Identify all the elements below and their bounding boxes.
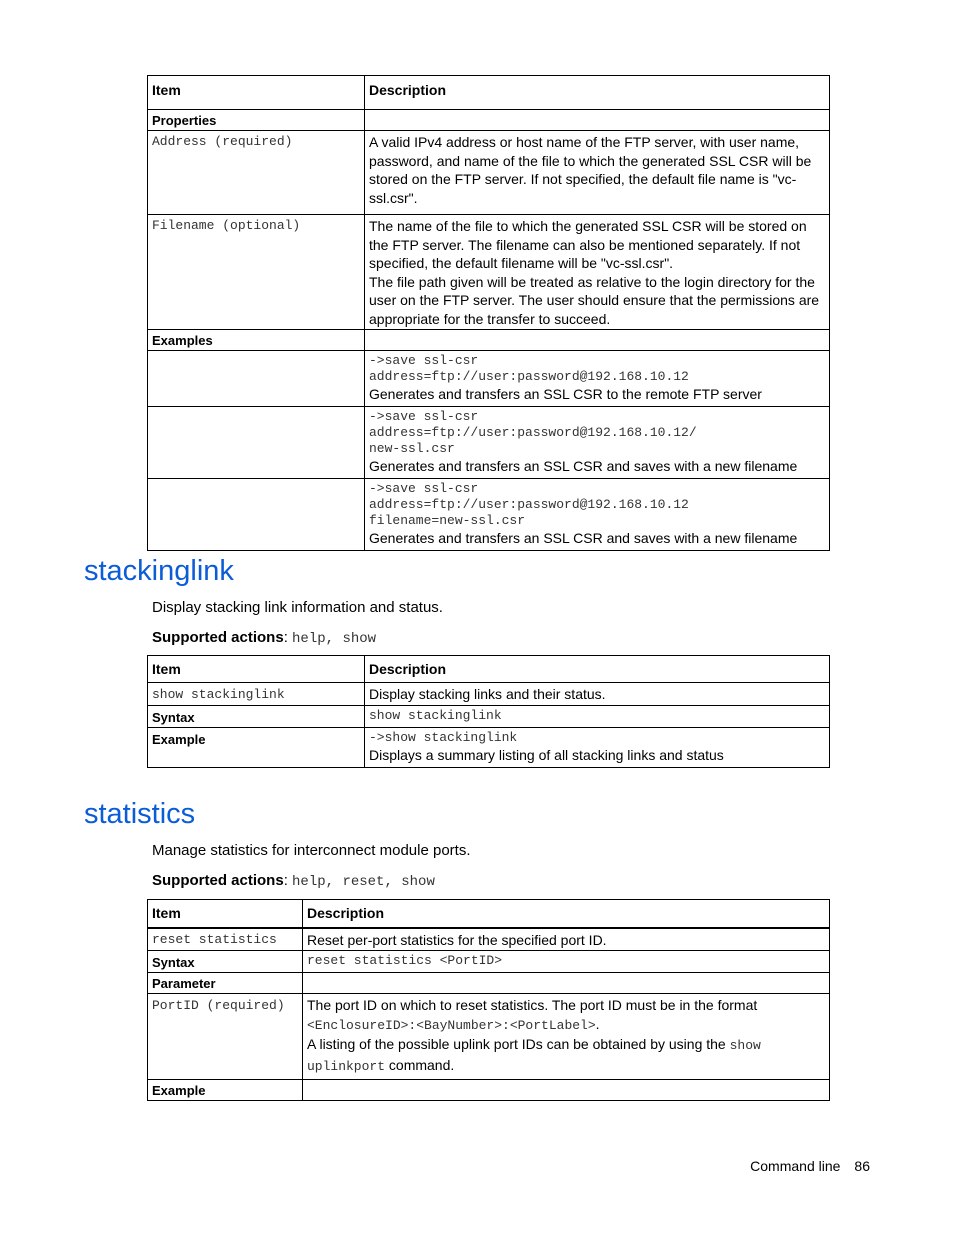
table-row (148, 928, 830, 951)
header-description: Description (365, 76, 830, 110)
example-label: Example (148, 728, 365, 768)
syntax-code: reset statistics <PortID> (303, 951, 830, 973)
example-row (148, 479, 830, 551)
stackinglink-example (365, 728, 830, 768)
portid-description: The port ID on which to reset statistics. The port ID must be in the format <EnclosureID>:<BayNumber>:<PortLabel>. A listing of the possible uplink port IDs can be obtained by using the show uplinkport command. (303, 994, 830, 1080)
supported-actions-label: Supported actions (152, 872, 284, 889)
example-3-code-2: address=ftp://user:password@192.168.10.12 (369, 497, 689, 512)
example-1-code-1: ->save ssl-csr (369, 353, 479, 368)
syntax-code: show stackinglink (365, 706, 830, 728)
table-header (148, 900, 830, 928)
example-3-code-1: ->save ssl-csr (369, 481, 479, 496)
example-2 (365, 407, 830, 479)
stackinglink-table (147, 655, 830, 768)
header-description: Description (365, 656, 830, 683)
page-number: 86 (854, 1158, 870, 1174)
table-row (148, 131, 830, 215)
example-1 (365, 351, 830, 407)
table-row (148, 994, 830, 1080)
statistics-intro: Manage statistics for interconnect module ports. (152, 842, 471, 859)
reset-statistics-item: reset statistics (148, 928, 303, 951)
supported-actions-values: help, reset, show (292, 874, 435, 890)
table-row (148, 215, 830, 330)
portid-text-2: A listing of the possible uplink port IDs can be obtained by using the (307, 1036, 726, 1052)
table-row (148, 951, 830, 973)
example-2-text: Generates and transfers an SSL CSR and saves with a new filename (369, 458, 798, 474)
stackinglink-intro: Display stacking link information and status. (152, 599, 443, 616)
example-2-code-1: ->save ssl-csr (369, 409, 479, 424)
footer-section: Command line (750, 1158, 841, 1174)
filename-description-1: The name of the file to which the generated SSL CSR will be stored on the FTP server. The filename can also be mentioned separately. If not specified, the default filename will be "vc-ssl.csr". (369, 218, 807, 271)
properties-label: Properties (148, 110, 365, 131)
example-row (148, 351, 830, 407)
table-row (148, 110, 830, 131)
table-header (148, 76, 830, 110)
table-header (148, 656, 830, 683)
stackinglink-item: show stackinglink (148, 682, 365, 706)
syntax-label: Syntax (148, 706, 365, 728)
supported-actions-values: help, show (292, 631, 377, 647)
address-description: A valid IPv4 address or host name of the FTP server, with user name, password, and name of the file to which the generated SSL CSR will be stored on the FTP server. If not specified, the default file name is "vc-ssl.csr". (365, 131, 830, 215)
parameter-label: Parameter (148, 973, 303, 994)
example-1-code-2: address=ftp://user:password@192.168.10.12 (369, 369, 689, 384)
table-row (148, 682, 830, 706)
statistics-supported-actions: Supported actions: help, reset, show (152, 872, 435, 890)
example-3 (365, 479, 830, 551)
address-item: Address (required) (148, 131, 365, 215)
table-row (148, 1080, 830, 1101)
example-3-code-3: filename=new-ssl.csr (369, 513, 526, 528)
header-item: Item (148, 656, 365, 683)
portid-format-code: <EnclosureID>:<BayNumber>:<PortLabel> (307, 1017, 596, 1033)
example-text: Displays a summary listing of all stacking links and status (369, 747, 724, 763)
header-description: Description (303, 900, 830, 928)
header-item: Item (148, 76, 365, 110)
examples-label: Examples (148, 330, 365, 351)
example-2-code-2: address=ftp://user:password@192.168.10.12/ (369, 425, 697, 440)
table-row (148, 728, 830, 768)
table-row (148, 973, 830, 994)
example-1-text: Generates and transfers an SSL CSR to the remote FTP server (369, 386, 762, 402)
example-2-code-3: new-ssl.csr (369, 441, 455, 456)
show-code: show (729, 1038, 761, 1053)
example-3-text: Generates and transfers an SSL CSR and saves with a new filename (369, 530, 798, 546)
example-code: ->show stackinglink (369, 730, 518, 745)
stackinglink-description: Display stacking links and their status. (365, 682, 830, 706)
filename-description-2: The file path given will be treated as relative to the login directory for the user on the FTP server. The user should ensure that the permissions are appropriate for the transfer to succeed. (369, 273, 820, 327)
portid-text-1: The port ID on which to reset statistics. The port ID must be in the format (307, 997, 758, 1013)
page-footer (736, 1158, 870, 1174)
filename-description (365, 215, 830, 330)
example-row (148, 407, 830, 479)
filename-item: Filename (optional) (148, 215, 365, 330)
reset-statistics-description: Reset per-port statistics for the specified port ID. (303, 928, 830, 951)
example-label: Example (148, 1080, 303, 1101)
supported-actions-label: Supported actions (152, 629, 284, 646)
statistics-table (147, 899, 830, 1101)
header-item: Item (148, 900, 303, 928)
uplinkport-code: uplinkport (307, 1058, 386, 1074)
ssl-csr-table (147, 75, 830, 551)
stackinglink-heading: stackinglink (84, 555, 234, 587)
table-row (148, 706, 830, 728)
stackinglink-supported-actions: Supported actions: help, show (152, 629, 377, 647)
table-row (148, 330, 830, 351)
syntax-label: Syntax (148, 951, 303, 973)
statistics-heading: statistics (84, 798, 196, 830)
portid-item: PortID (required) (148, 994, 303, 1080)
